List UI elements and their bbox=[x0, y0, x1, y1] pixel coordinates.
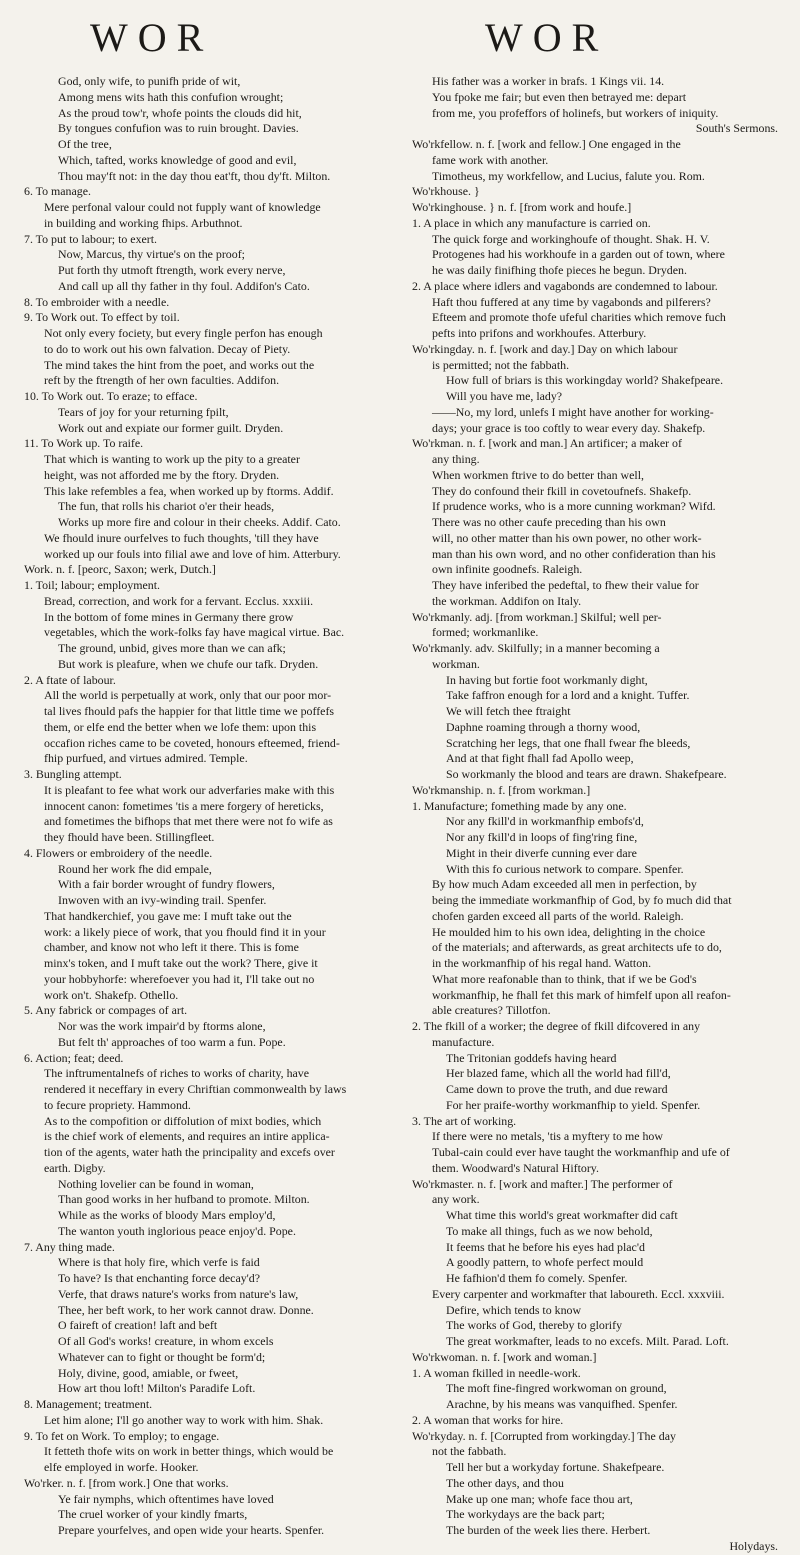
dictionary-line: Nor any fkill'd in loops of fing'ring fine, bbox=[446, 830, 638, 844]
dictionary-line: That handkerchief, you gave me: I muft take out the bbox=[44, 908, 292, 923]
dictionary-line: In having but fortie foot workmanly dight, bbox=[446, 672, 648, 687]
dictionary-line: The inftrumentalnefs of riches to works of charity, have bbox=[44, 1066, 310, 1081]
dictionary-line: 2. A woman that works for hire. bbox=[412, 1412, 564, 1427]
dictionary-line: With a fair border wrought of fundry flowers, bbox=[58, 877, 275, 892]
dictionary-line: innocent canon: fometimes 'tis a mere forgery of hereticks, bbox=[44, 798, 324, 813]
dictionary-line: Might in their diverfe cunning ever dare bbox=[446, 845, 637, 860]
dictionary-line: is permitted; not the fabbath. bbox=[432, 357, 570, 372]
dictionary-line: To make all things, fuch as we now behold, bbox=[446, 1223, 653, 1238]
dictionary-line: 1. Manufacture; fomething made by any one. bbox=[412, 798, 627, 813]
dictionary-line: By tongues confufion was to ruin brought. Davies. bbox=[58, 121, 299, 136]
dictionary-line: Protogenes had his workhoufe in a garden out of town, where bbox=[432, 247, 725, 262]
dictionary-line: Holydays. bbox=[729, 1538, 778, 1553]
dictionary-line: 4. Flowers or embroidery of the needle. bbox=[24, 845, 213, 860]
dictionary-line: How art thou loft! Milton's Paradife Loft. bbox=[58, 1381, 256, 1396]
dictionary-line: And call up all thy father in thy foul. Addifon's Cato. bbox=[58, 278, 310, 293]
dictionary-line: 11. To Work up. To raife. bbox=[24, 436, 144, 451]
dictionary-line: They have inferibed the pedeftal, to fhew their value for bbox=[432, 578, 699, 592]
dictionary-line: earth. Digby. bbox=[44, 1160, 106, 1175]
dictionary-line: ——No, my lord, unlefs I might have another for working- bbox=[432, 404, 714, 419]
dictionary-line: The quick forge and workinghoufe of thought. Shak. H. V. bbox=[432, 231, 710, 246]
dictionary-line: The wanton youth inglorious peace enjoy'd. Pope. bbox=[58, 1223, 296, 1238]
dictionary-line: Whatever can to fight or thought be form'd; bbox=[58, 1349, 266, 1364]
dictionary-line: Where is that holy fire, which verfe is faid bbox=[58, 1255, 260, 1270]
dictionary-line: As the proud tow'r, whofe points the clouds did hit, bbox=[58, 105, 302, 120]
dictionary-line: He fafhion'd them fo comely. Spenfer. bbox=[446, 1271, 628, 1285]
dictionary-line: Arachne, by his means was vanquifhed. Spenfer. bbox=[446, 1397, 678, 1411]
running-head-right: WOR bbox=[485, 15, 609, 60]
dictionary-line: Her blazed fame, which all the world had fill'd, bbox=[446, 1066, 671, 1081]
dictionary-line: The great workmafter, leads to no excefs. Milt. Parad. Loft. bbox=[446, 1334, 729, 1348]
dictionary-line: Wo'rkmaster. n. f. [work and mafter.] The performer of bbox=[412, 1176, 673, 1191]
dictionary-line: formed; workmanlike. bbox=[432, 625, 539, 640]
dictionary-line: The burden of the week lies there. Herbert. bbox=[446, 1523, 651, 1537]
dictionary-line: So workmanly the blood and tears are drawn. Shakefpeare. bbox=[446, 767, 727, 781]
dictionary-line: Tell her but a workyday fortune. Shakefpeare. bbox=[446, 1460, 665, 1474]
dictionary-line: Work. n. f. [peorc, Saxon; werk, Dutch.] bbox=[24, 562, 216, 577]
dictionary-line: vegetables, which the work-folks fay have magical virtue. Bac. bbox=[44, 625, 345, 640]
dictionary-line: Make up one man; whofe face thou art, bbox=[446, 1491, 633, 1506]
dictionary-line: work on't. Shakefp. Othello. bbox=[44, 987, 179, 1002]
dictionary-line: Not only every fociety, but every fingle perfon has enough bbox=[44, 326, 323, 340]
dictionary-line: pefts into prifons and workhoufes. Atterbury. bbox=[432, 326, 647, 340]
dictionary-line: 6. To manage. bbox=[24, 184, 91, 199]
dictionary-line: Prepare yourfelves, and open wide your hearts. Spenfer. bbox=[58, 1523, 325, 1537]
dictionary-line: The ground, unbid, gives more than we can afk; bbox=[58, 641, 286, 655]
dictionary-line: Thee, her beft work, to her work cannot draw. Donne. bbox=[58, 1302, 314, 1317]
dictionary-line: 5. Any fabrick or compages of art. bbox=[24, 1003, 188, 1018]
dictionary-line: man than his own word, and no other confideration than his bbox=[432, 546, 716, 561]
dictionary-line: tal lives fhould pafs the happier for that little time we poffefs bbox=[44, 704, 335, 718]
dictionary-line: Among mens wits hath this confufion wrought; bbox=[58, 89, 284, 104]
dictionary-line: Verfe, that draws nature's works from nature's law, bbox=[58, 1286, 299, 1301]
dictionary-line: 9. To Work out. To effect by toil. bbox=[24, 310, 180, 325]
dictionary-line: able creatures? Tillotfon. bbox=[432, 1003, 551, 1018]
dictionary-line: Holy, divine, good, amiable, or fweet, bbox=[58, 1365, 239, 1380]
dictionary-line: Defire, which tends to know bbox=[446, 1302, 582, 1317]
dictionary-line: The works of God, thereby to glorify bbox=[446, 1318, 623, 1333]
dictionary-line: 7. Any thing made. bbox=[24, 1239, 115, 1254]
dictionary-line: By how much Adam exceeded all men in perfection, by bbox=[432, 877, 697, 892]
dictionary-line: to do to work out his own falvation. Decay of Piety. bbox=[44, 341, 291, 356]
dictionary-line: manufacture. bbox=[432, 1034, 495, 1049]
dictionary-line: rendered it neceffary in every Chriftian commonwealth by laws bbox=[44, 1082, 347, 1096]
dictionary-line: Bread, correction, and work for a fervant. Ecclus. xxxiii. bbox=[44, 593, 314, 608]
dictionary-line: 2. A ftate of labour. bbox=[24, 672, 116, 687]
dictionary-line: All the world is perpetually at work, only that our poor mor- bbox=[44, 688, 332, 703]
dictionary-line: We fhould inure ourfelves to fuch thoughts, 'till they have bbox=[44, 530, 319, 545]
dictionary-line: The workydays are the back part; bbox=[446, 1507, 605, 1522]
dictionary-line: How full of briars is this workingday world? Shakefpeare. bbox=[446, 373, 724, 388]
dictionary-line: Nor was the work impair'd by ftorms alone, bbox=[58, 1019, 266, 1033]
dictionary-line: he was daily finifhing thofe pieces he begun. Dryden. bbox=[432, 263, 687, 277]
dictionary-line: fame work with another. bbox=[432, 152, 549, 167]
dictionary-line: will, no other matter than his own power, no other work- bbox=[432, 530, 702, 545]
dictionary-line: Daphne roaming through a thorny wood, bbox=[446, 719, 641, 734]
dictionary-line: the workman. Addifon on Italy. bbox=[432, 593, 582, 608]
dictionary-line: days; your grace is too coftly to wear every day. Shakefp. bbox=[432, 420, 706, 435]
dictionary-line: This lake refembles a fea, when worked up by ftorms. Addif. bbox=[44, 483, 334, 498]
dictionary-line: tion of the agents, water hath the principality and excefs over bbox=[44, 1145, 335, 1159]
dictionary-line: Let him alone; I'll go another way to work with him. Shak. bbox=[44, 1412, 324, 1427]
dictionary-line: The Tritonian goddefs having heard bbox=[446, 1050, 617, 1065]
dictionary-line: If prudence works, who is a more cunning workman? Wifd. bbox=[432, 499, 716, 514]
dictionary-line: in building and working fhips. Arbuthnot. bbox=[44, 215, 243, 230]
dictionary-line: Mere perfonal valour could not fupply want of knowledge bbox=[44, 200, 321, 214]
dictionary-line: With this fo curious network to compare. Spenfer. bbox=[446, 861, 684, 876]
dictionary-line: Wo'rkmanly. adv. Skilfully; in a manner becoming a bbox=[412, 641, 660, 655]
dictionary-line: Tears of joy for your returning fpilt, bbox=[58, 404, 229, 419]
dictionary-line: O faireft of creation! laft and beft bbox=[58, 1318, 218, 1333]
dictionary-line: reft by the ftrength of her own faculties. Addifon. bbox=[44, 373, 280, 388]
dictionary-line: any work. bbox=[432, 1192, 480, 1207]
dictionary-line: worked up our fouls into filial awe and love of him. Atterbury. bbox=[44, 546, 341, 561]
dictionary-line: Inwoven with an ivy-winding trail. Spenfer. bbox=[58, 893, 267, 907]
dictionary-line: God, only wife, to punifh pride of wit, bbox=[58, 74, 241, 88]
dictionary-line: The other days, and thou bbox=[446, 1475, 564, 1490]
dictionary-line: You fpoke me fair; but even then betrayed me: depart bbox=[432, 89, 687, 104]
dictionary-line: But work is pleafure, when we chufe our tafk. Dryden. bbox=[58, 656, 319, 671]
dictionary-line: 9. To fet on Work. To employ; to engage. bbox=[24, 1428, 220, 1443]
dictionary-line: Nothing lovelier can be found in woman, bbox=[58, 1176, 254, 1191]
dictionary-line: Scratching her legs, that one fhall fwear fhe bleeds, bbox=[446, 735, 691, 750]
dictionary-line: Wo'rkwoman. n. f. [work and woman.] bbox=[412, 1349, 597, 1364]
dictionary-line: That which is wanting to work up the pity to a greater bbox=[44, 452, 300, 466]
dictionary-line: Wo'rkinghouse. } n. f. [from work and houfe.] bbox=[412, 200, 632, 214]
dictionary-line: While as the works of bloody Mars employ'd, bbox=[58, 1208, 276, 1222]
dictionary-line: chamber, and know not who left it there. This is fome bbox=[44, 940, 299, 955]
dictionary-line: Of all God's works! creature, in whom excels bbox=[58, 1334, 274, 1348]
dictionary-line: Thou may'ft not: in the day thou eat'ft, thou dy'ft. Milton. bbox=[58, 168, 331, 183]
dictionary-line: workman. bbox=[432, 656, 480, 671]
dictionary-line: The cruel worker of your kindly fmarts, bbox=[58, 1507, 248, 1522]
dictionary-line: Wo'rker. n. f. [from work.] One that works. bbox=[24, 1475, 229, 1490]
page-header bbox=[0, 14, 800, 62]
dictionary-line: occafion riches came to be coveted, honours efteemed, friend- bbox=[44, 735, 340, 750]
dictionary-line: Take faffron enough for a lord and a knight. Tuffer. bbox=[446, 688, 690, 703]
dictionary-line: to fecure propriety. Hammond. bbox=[44, 1097, 191, 1112]
dictionary-line: If there were no metals, 'tis a myftery to me how bbox=[432, 1129, 663, 1144]
left-column bbox=[24, 74, 390, 1539]
dictionary-line: workmanfhip, he fhall fet this mark of himfelf upon all reafon- bbox=[432, 987, 731, 1002]
dictionary-line: Nor any fkill'd in workmanfhip embofs'd, bbox=[446, 814, 644, 829]
dictionary-line: Timotheus, my workfellow, and Lucius, falute you. Rom. bbox=[432, 168, 705, 183]
dictionary-line: fhip purfued, and virtues admired. Temple. bbox=[44, 751, 248, 766]
dictionary-line: What more reafonable than to think, that if we be God's bbox=[432, 971, 697, 986]
dictionary-line: Will you have me, lady? bbox=[446, 389, 563, 403]
dictionary-line: Round her work fhe did empale, bbox=[58, 861, 212, 876]
dictionary-line: in the workmanfhip of his regal hand. Watton. bbox=[432, 956, 652, 970]
dictionary-line: Came down to prove the truth, and due reward bbox=[446, 1082, 668, 1096]
dictionary-line: Wo'rkfellow. n. f. [work and fellow.] One engaged in the bbox=[412, 137, 681, 151]
dictionary-line: Wo'rkyday. n. f. [Corrupted from workingday.] The day bbox=[412, 1428, 676, 1443]
dictionary-line: Than good works in her hufband to promote. Milton. bbox=[58, 1192, 310, 1207]
dictionary-line: It is pleafant to fee what work our adverfaries make with this bbox=[44, 782, 335, 797]
dictionary-line: 3. The art of working. bbox=[412, 1113, 517, 1128]
dictionary-line: What time this world's great workmafter did caft bbox=[446, 1208, 678, 1222]
dictionary-line: Now, Marcus, thy virtue's on the proof; bbox=[58, 247, 245, 262]
dictionary-line: The moft fine-fingred workwoman on ground, bbox=[446, 1381, 667, 1396]
dictionary-line: from me, you profeffors of holinefs, but workers of iniquity. bbox=[432, 105, 719, 120]
dictionary-line: elfe employed in worfe. Hooker. bbox=[44, 1460, 199, 1474]
dictionary-line: And at that fight fhall fad Apollo weep, bbox=[446, 751, 634, 766]
dictionary-line: When workmen ftrive to do better than well, bbox=[432, 467, 644, 482]
dictionary-line: they fhould have been. Stillingfleet. bbox=[44, 830, 215, 844]
dictionary-line: chofen garden exceed all parts of the world. Raleigh. bbox=[432, 908, 684, 923]
dictionary-line: As to the compofition or diffolution of mixt bodies, which bbox=[44, 1113, 322, 1128]
right-column bbox=[412, 74, 778, 1555]
dictionary-line: Haft thou fuffered at any time by vagabonds and pilferers? bbox=[432, 294, 711, 309]
dictionary-line: Which, tafted, works knowledge of good and evil, bbox=[58, 152, 297, 167]
dictionary-line: Of the tree, bbox=[58, 137, 112, 151]
dictionary-line: Works up more fire and colour in their cheeks. Addif. Cato. bbox=[58, 515, 341, 529]
dictionary-line: It fetteth thofe wits on work in better things, which would be bbox=[44, 1444, 334, 1459]
dictionary-line: Work out and expiate our former guilt. Dryden. bbox=[58, 420, 284, 435]
dictionary-line: His father was a worker in brafs. 1 Kings vii. 14. bbox=[432, 74, 665, 88]
dictionary-line: Wo'rkingday. n. f. [work and day.] Day on which labour bbox=[412, 341, 678, 356]
dictionary-line: Wo'rkhouse. } bbox=[412, 184, 480, 199]
dictionary-line: and fometimes the bifhops that met there were not fo wife as bbox=[44, 814, 333, 829]
dictionary-line: He moulded him to his own idea, delighting in the choice bbox=[432, 924, 706, 939]
dictionary-line: 1. A place in which any manufacture is carried on. bbox=[412, 215, 651, 230]
dictionary-line: 8. Management; treatment. bbox=[24, 1397, 153, 1411]
dictionary-line: Efteem and promote thofe ufeful charities which remove fuch bbox=[432, 310, 726, 325]
dictionary-line: 2. A place where idlers and vagabonds are condemned to labour. bbox=[412, 278, 718, 293]
dictionary-line: 8. To embroider with a needle. bbox=[24, 294, 170, 309]
dictionary-line: The mind takes the hint from the poet, and works out the bbox=[44, 357, 315, 372]
dictionary-line: height, was not afforded me by the ftory. Dryden. bbox=[44, 467, 280, 482]
dictionary-line: them, or elfe end the better when we lofe them: upon this bbox=[44, 719, 317, 734]
dictionary-line: 3. Bungling attempt. bbox=[24, 767, 122, 781]
dictionary-line: them. Woodward's Natural Hiftory. bbox=[432, 1160, 599, 1175]
dictionary-line: Every carpenter and workmafter that laboureth. Eccl. xxxviii. bbox=[432, 1286, 725, 1301]
dictionary-line: Ye fair nymphs, which oftentimes have loved bbox=[58, 1491, 274, 1506]
dictionary-line: any thing. bbox=[432, 452, 480, 466]
dictionary-line: To have? Is that enchanting force decay'd? bbox=[58, 1271, 261, 1285]
dictionary-line: minx's token, and I muft take out the work? There, give it bbox=[44, 956, 318, 970]
dictionary-line: Put forth thy utmoft ftrength, work every nerve, bbox=[58, 263, 286, 277]
dictionary-line: But felt th' approaches of too warm a fun. Pope. bbox=[58, 1034, 286, 1049]
dictionary-line: 6. Action; feat; deed. bbox=[24, 1050, 124, 1065]
dictionary-line: work: a likely piece of work, that you fhould find it in your bbox=[44, 924, 326, 939]
dictionary-line: They do confound their fkill in covetoufnefs. Shakefp. bbox=[432, 483, 692, 498]
dictionary-line: 1. Toil; labour; employment. bbox=[24, 578, 161, 592]
dictionary-line: your hobbyhorfe: wherefoever you had it, I'll take out no bbox=[44, 971, 315, 986]
dictionary-line: There was no other caufe preceding than his own bbox=[432, 515, 666, 529]
dictionary-line: Wo'rkmanship. n. f. [from workman.] bbox=[412, 782, 591, 797]
dictionary-line: not the fabbath. bbox=[432, 1444, 507, 1459]
dictionary-line: 2. The fkill of a worker; the degree of fkill difcovered in any bbox=[412, 1019, 701, 1033]
running-head-left: WOR bbox=[90, 15, 214, 60]
dictionary-line: It feems that he before his eyes had plac'd bbox=[446, 1239, 645, 1254]
dictionary-line: 1. A woman fkilled in needle-work. bbox=[412, 1365, 581, 1380]
dictionary-line: Tubal-cain could ever have taught the workmanfhip and ufe of bbox=[432, 1145, 730, 1159]
dictionary-line: of the materials; and afterwards, as great architects ufe to do, bbox=[432, 940, 722, 955]
dictionary-line: 10. To Work out. To eraze; to efface. bbox=[24, 389, 198, 403]
dictionary-line: South's Sermons. bbox=[695, 121, 778, 136]
dictionary-line: Wo'rkman. n. f. [work and man.] An artificer; a maker of bbox=[412, 436, 682, 451]
dictionary-line: is the chief work of elements, and requires an intire applica- bbox=[44, 1129, 330, 1144]
dictionary-line: Wo'rkmanly. adj. [from workman.] Skilful; well per- bbox=[412, 609, 662, 624]
dictionary-line: We will fetch thee ftraight bbox=[446, 704, 571, 718]
dictionary-line: In the bottom of fome mines in Germany there grow bbox=[44, 609, 294, 624]
dictionary-line: A goodly pattern, to whofe perfect mould bbox=[446, 1255, 644, 1270]
dictionary-line: The fun, that rolls his chariot o'er their heads, bbox=[58, 499, 275, 514]
dictionary-line: For her praife-worthy workmanfhip to yield. Spenfer. bbox=[446, 1097, 701, 1112]
dictionary-line: being the immediate workmanfhip of God, by fo much did that bbox=[432, 893, 732, 907]
dictionary-line: 7. To put to labour; to exert. bbox=[24, 231, 158, 246]
dictionary-line: own infinite goodnefs. Raleigh. bbox=[432, 562, 583, 577]
